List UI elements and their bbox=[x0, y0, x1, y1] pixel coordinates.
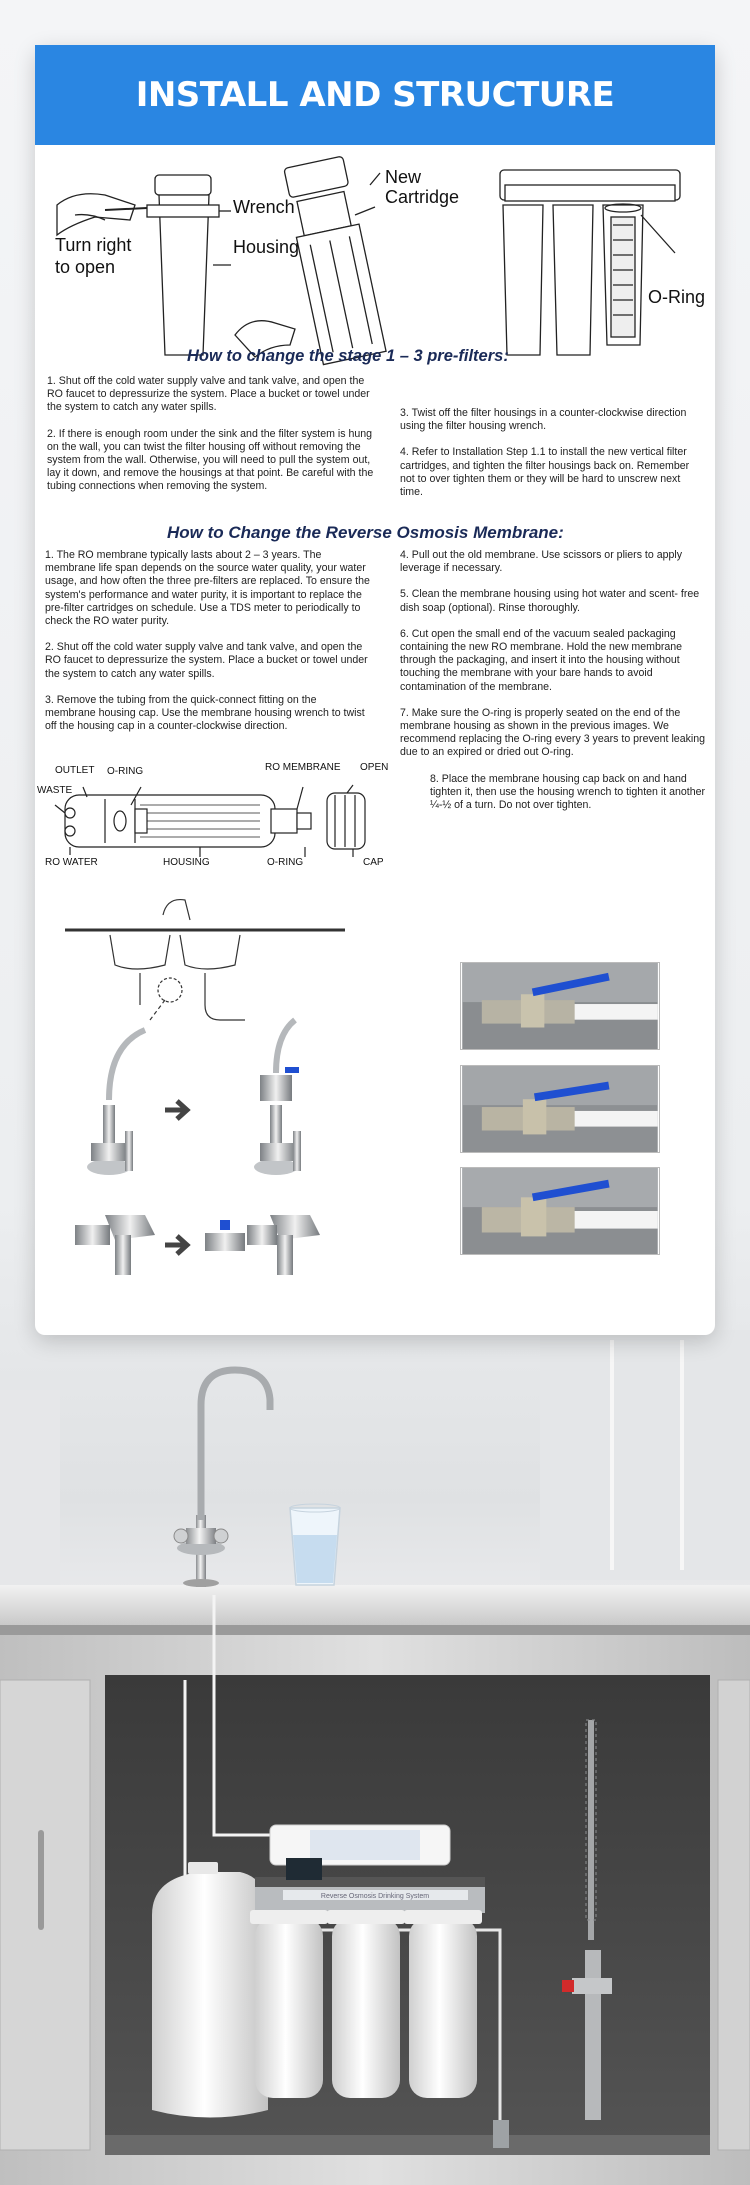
o-ring-bottom-label: O-RING bbox=[267, 857, 304, 868]
card-title: INSTALL AND STRUCTURE bbox=[135, 75, 615, 115]
install-structure-card bbox=[35, 45, 715, 1335]
prefilter-left-column bbox=[47, 375, 377, 493]
wrench-label: Wrench bbox=[233, 197, 295, 217]
ro-water-label: RO WATER bbox=[45, 857, 98, 868]
prefilter-heading: How to change the stage 1 – 3 pre-filters: bbox=[187, 347, 509, 365]
prefilter-step-4: 4. Refer to Installation Step 1.1 to install the new vertical filter cartridges, and tighten the filter housings back on. Remember not to over tighten them or they will be hard to unscrew next time. bbox=[400, 446, 690, 499]
to-open-label: to open bbox=[55, 257, 116, 277]
prefilter-step-2: 2. If there is enough room under the sink and the filter system is hung on the wall, you can twist the filter housing off without removing the system from the wall. Otherwise, you will need to pull the system out, lay it down, and remove the housings at that point. Be careful with the tubing connections when removing the system. bbox=[47, 427, 374, 493]
valve-photo-3 bbox=[460, 1167, 660, 1255]
outlet-label: OUTLET bbox=[55, 765, 95, 776]
waste-label: WASTE bbox=[37, 785, 73, 796]
membrane-left-column bbox=[45, 549, 370, 746]
membrane-step-5: 5. Clean the membrane housing using hot water and scent- free dish soap (optional). Rinse thoroughly. bbox=[400, 588, 700, 614]
membrane-step-8: 8. Place the membrane housing cap back on and hand tighten it, then use the housing wrench to tighten it another ¼-½ of a turn. Do not over tighten. bbox=[430, 772, 706, 812]
cartridge-label: Cartridge bbox=[385, 187, 460, 207]
prefilter-right-column bbox=[400, 375, 705, 512]
valve-photo-2 bbox=[460, 1065, 660, 1153]
card-header bbox=[35, 45, 715, 145]
open-label: OPEN bbox=[360, 762, 389, 773]
membrane-heading: How to Change the Reverse Osmosis Membrane: bbox=[167, 523, 564, 542]
prefilter-step-1: 1. Shut off the cold water supply valve and tank valve, and open the RO faucet to depressurize the system. Place a bucket or towel under the system to catch any water spills. bbox=[47, 375, 370, 414]
o-ring-left-label: O-RING bbox=[107, 766, 144, 777]
membrane-right-column bbox=[400, 549, 707, 825]
membrane-step-4: 4. Pull out the old membrane. Use scissors or pliers to apply leverage if necessary. bbox=[400, 549, 683, 575]
membrane-step-7: 7. Make sure the O-ring is properly seated on the end of the membrane housing as shown in the previous images. We recommend replacing the O-ring every 3 years to prevent leaking due to an expired or dried out O-ring. bbox=[400, 706, 706, 759]
cap-label: CAP bbox=[363, 857, 384, 868]
valve-install-diagram bbox=[55, 895, 355, 1315]
o-ring-label: O-Ring bbox=[648, 287, 706, 307]
membrane-step-2: 2. Shut off the cold water supply valve and tank valve, and open the RO faucet to depressurize the system. Place a bucket or towel under the system to catch any water spills. bbox=[45, 641, 368, 680]
housing-label: Housing bbox=[233, 237, 300, 257]
ro-membrane-label: RO MEMBRANE bbox=[265, 762, 341, 773]
housing-diagram-label: HOUSING bbox=[163, 857, 210, 868]
product-label: Reverse Osmosis Drinking System bbox=[320, 1893, 430, 1900]
new-label: New bbox=[385, 167, 422, 187]
membrane-step-3: 3. Remove the tubing from the quick-connect fitting on the membrane housing cap. Use the membrane housing wrench to twist off the housing cap in a counter-clockwise direction. bbox=[45, 693, 365, 733]
turn-right-label: Turn right bbox=[55, 235, 132, 255]
membrane-step-1: 1. The RO membrane typically lasts about 2 – 3 years. The membrane life span depends on the source water quality, your water usage, and how often the three pre-filters are replaced. To ensure the system's performance and water purity, it is important to replace the pre-filter cartridges on schedule. Use a TDS meter to periodically to check the RO water purity. bbox=[45, 549, 370, 628]
membrane-step-6: 6. Cut open the small end of the vacuum sealed packaging containing the new RO membrane. Hold the new membrane through the packaging, and insert it into the housing without touching the membrane with your bare hands to avoid contamination of the membrane. bbox=[400, 627, 683, 693]
valve-photo-1 bbox=[460, 962, 660, 1050]
prefilter-step-3: 3. Twist off the filter housings in a counter-clockwise direction using the filter housing wrench. bbox=[400, 407, 687, 433]
